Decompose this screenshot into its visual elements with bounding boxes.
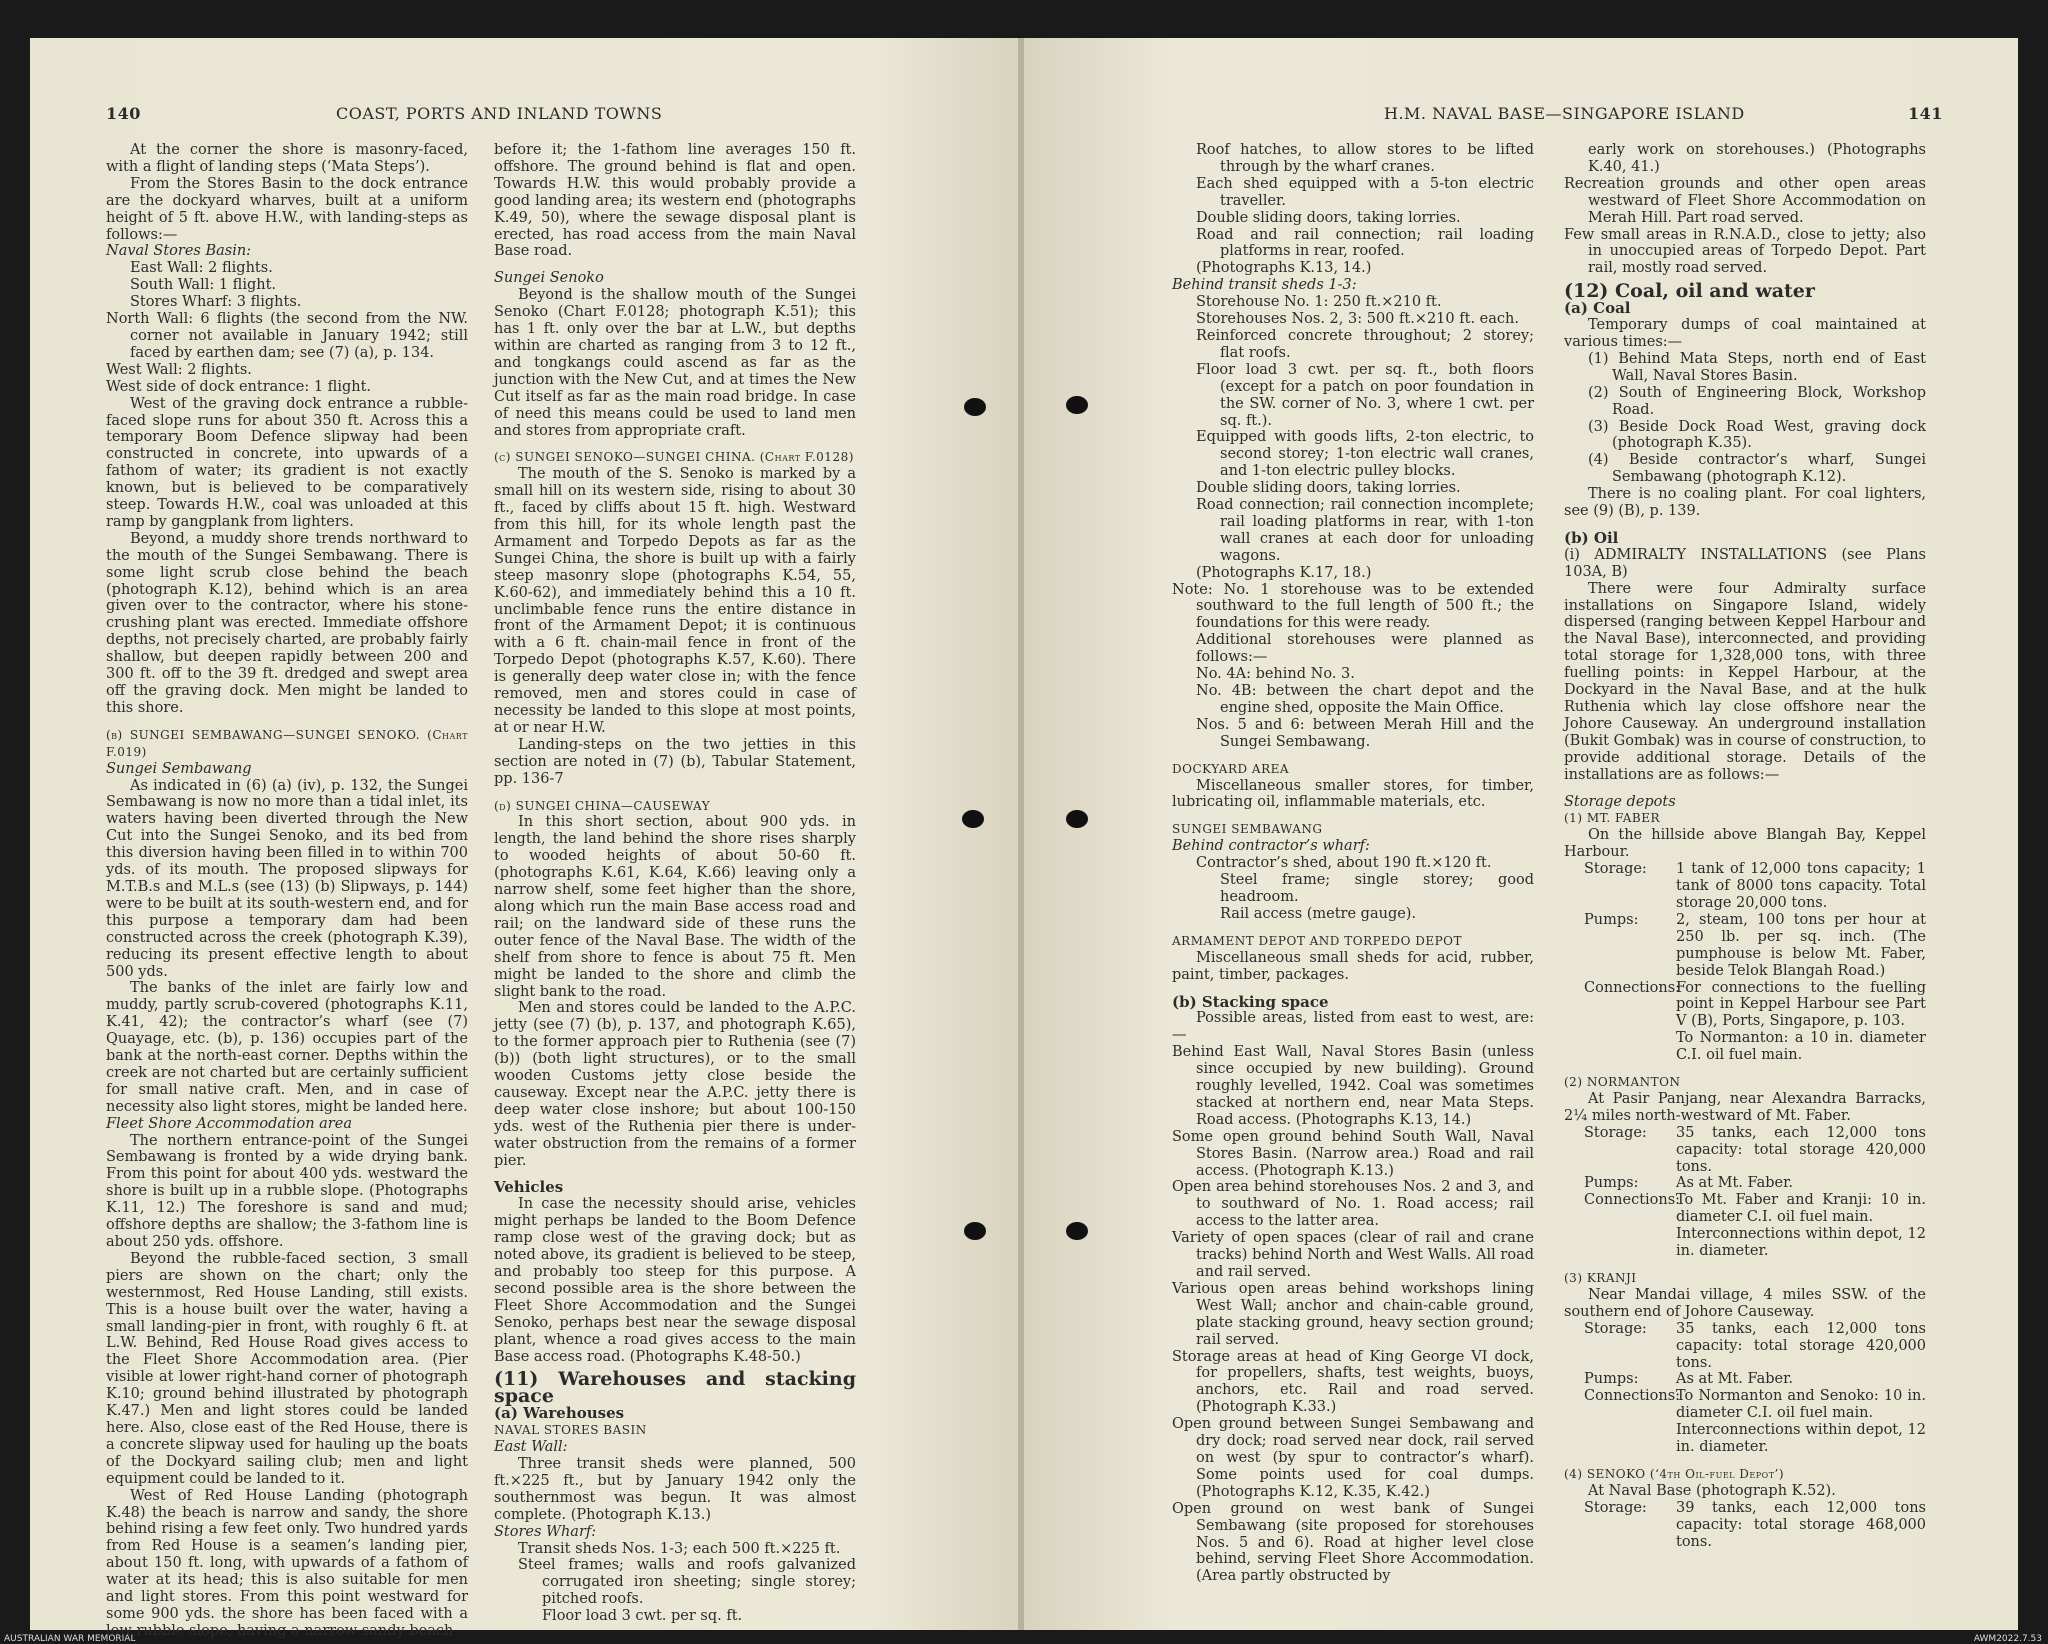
- list-item: Storage areas at head of King George VI dock, for propellers, shafts, test weights, buoys, anchors, etc. Rail and road served. (Photograph K.33.): [1172, 1348, 1534, 1416]
- list-item: Open area behind storehouses Nos. 2 and 3, and to southward of No. 1. Road access; rail access to the latter area.: [1172, 1179, 1534, 1230]
- binding-hole: [964, 398, 986, 416]
- row-value: 39 tanks, each 12,000 tons capacity: total storage 468,000 tons.: [1676, 1499, 1926, 1550]
- paragraph: On the hillside above Blangah Bay, Keppel Harbour.: [1564, 827, 1926, 861]
- paragraph: Possible areas, listed from east to west, are:—: [1172, 1010, 1534, 1044]
- list-item: Floor load 3 cwt. per sq. ft.: [542, 1608, 743, 1625]
- list-item: early work on storehouses.) (Photographs K.40, 41.): [1588, 142, 1926, 175]
- depot-row: [1564, 1321, 1926, 1372]
- list-item: Nos. 5 and 6: between Merah Hill and the Sungei Sembawang.: [1196, 716, 1534, 750]
- row-label: Connections:: [1584, 979, 1681, 996]
- row-label: Pumps:: [1584, 1175, 1639, 1192]
- right-page-number: 141: [1908, 104, 1943, 123]
- subheading: (b) Oil: [1564, 528, 1619, 547]
- list-item: (4) Beside contractor’s wharf, Sungei Sembawang (photograph K.12).: [1588, 452, 1926, 486]
- row-value: To Normanton and Senoko: 10 in. diameter C.I. oil fuel main.: [1676, 1388, 1926, 1422]
- row-label: Connections:: [1584, 1388, 1681, 1405]
- row-label: Pumps:: [1584, 1371, 1639, 1388]
- paragraph: From the Stores Basin to the dock entrance are the dockyard wharves, built at a uniform height of 5 ft. above H.W., with landing-steps as follows:—: [106, 175, 468, 243]
- book-spread: [30, 38, 2018, 1639]
- right-column-2: [1564, 142, 1926, 1551]
- list-item: (1) Behind Mata Steps, north end of East Wall, Naval Stores Basin.: [1588, 350, 1926, 384]
- subheading: Sungei Senoko: [494, 270, 604, 287]
- list-item: Steel frames; walls and roofs galvanized corrugated iron sheeting; single storey; pitched roofs.: [518, 1557, 856, 1608]
- depot-row: [1564, 1192, 1926, 1226]
- list-item: Open ground on west bank of Sungei Sembawang (site proposed for storehouses Nos. 5 and 6). Road at higher level close behind, serving Fleet Shore Accommodation. (Area partly obstructed by: [1172, 1500, 1534, 1585]
- right-running-head: H.M. NAVAL BASE—SINGAPORE ISLAND: [1384, 104, 1745, 123]
- section-title: (11) Warehouses and stacking space: [494, 1368, 856, 1408]
- subheading: Behind transit sheds 1-3:: [1172, 277, 1357, 294]
- row-label: Storage:: [1584, 1499, 1647, 1516]
- binding-hole: [1066, 396, 1088, 414]
- paragraph: Beyond is the shallow mouth of the Sungei Senoko (Chart F.0128; photograph K.51); this has 1 ft. only over the bar at L.W., but depths within are charted as ranging from 3 to 12 ft., and tongkangs could ascend as far as the junction with the New Cut, and at times the New Cut itself as far as the main road bridge. In case of need this means could be used to land men and stores from appropriate craft.: [494, 287, 856, 439]
- row-value: 35 tanks, each 12,000 tons capacity: total storage 420,000 tons.: [1676, 1320, 1926, 1371]
- depot-row: [1564, 1226, 1926, 1260]
- section-heading: (b) Stacking space: [1172, 992, 1329, 1011]
- depot-row: [1564, 980, 1926, 1031]
- list-item: (2) South of Engineering Block, Workshop Road.: [1588, 384, 1926, 418]
- list-item: West Wall: 2 flights.: [106, 361, 252, 378]
- list-item: Few small areas in R.N.A.D., close to jetty; also in unoccupied areas of Torpedo Depot. Part rail, mostly road served.: [1564, 226, 1926, 277]
- depot-row: [1564, 1371, 1926, 1388]
- section-title: (12) Coal, oil and water: [1564, 280, 1815, 303]
- depot-row: [1564, 912, 1926, 980]
- archive-credit: AUSTRALIAN WAR MEMORIAL: [4, 1634, 136, 1644]
- list-item: Recreation grounds and other open areas westward of Fleet Shore Accommodation on Merah Hill. Part road served.: [1564, 175, 1926, 226]
- paragraph: Landing-steps on the two jetties in this section are noted in (7) (b), Tabular Statement, pp. 136-7: [494, 736, 856, 787]
- list-item: Road connection; rail connection incomplete; rail loading platforms in rear, with 1-ton wall cranes at each door for unloading wagons.: [1196, 497, 1534, 564]
- paragraph: Near Mandai village, 4 miles SSW. of the southern end of Johore Causeway.: [1564, 1286, 1926, 1320]
- list-item: (3) Beside Dock Road West, graving dock (photograph K.35).: [1588, 418, 1926, 452]
- list-item: Behind East Wall, Naval Stores Basin (unless since occupied by new building). Ground roughly levelled, 1942. Coal was sometimes stacked at northern end, near Mata Steps. Road access. (Photographs K.13, 14.): [1172, 1044, 1534, 1128]
- list-item: Contractor’s shed, about 190 ft.×120 ft.: [1196, 855, 1492, 872]
- section-heading: ARMAMENT DEPOT AND TORPEDO DEPOT: [1172, 933, 1463, 948]
- paragraph: At Naval Base (photograph K.52).: [1588, 1482, 1836, 1499]
- binding-hole: [964, 1222, 986, 1240]
- list-item: Equipped with goods lifts, 2-ton electric, to second storey; 1-ton electric wall cranes, and 1-ton electric pulley blocks.: [1196, 429, 1534, 480]
- subheading: (a) Warehouses: [494, 1404, 625, 1423]
- row-value: To Mt. Faber and Kranji: 10 in. diameter C.I. oil fuel main.: [1676, 1192, 1926, 1226]
- row-value: Interconnections within depot, 12 in. diameter.: [1676, 1226, 1926, 1260]
- section-heading: Vehicles: [494, 1178, 564, 1197]
- list-item: Each shed equipped with a 5-ton electric traveller.: [1196, 175, 1534, 209]
- paragraph: At the corner the shore is masonry-faced, with a flight of landing steps (‘Mata Steps’).: [106, 142, 468, 175]
- binding-hole: [962, 810, 984, 828]
- subheading: Sungei Sembawang: [106, 760, 252, 777]
- list-item: South Wall: 1 flight.: [130, 277, 277, 294]
- row-value: 2, steam, 100 tons per hour at 250 lb. per sq. inch. (The pumphouse is below Mt. Faber, beside Telok Blangah Road.): [1676, 911, 1926, 979]
- list-item: East Wall: 2 flights.: [130, 260, 273, 277]
- note: Note: No. 1 storehouse was to be extended southward to the full length of 500 ft.; the foundations for this were ready.: [1172, 581, 1534, 632]
- paragraph: The banks of the inlet are fairly low and muddy, partly scrub-covered (photographs K.11, K.41, 42); the contractor’s wharf (see (7) Quayage, etc. (b), p. 136) occupies part of the bank at the north-east corner. Depths within the creek are not charted but are certainly sufficient for small native craft. Men, and in case of necessity also light stores, might be landed here.: [106, 980, 468, 1115]
- list-item: Various open areas behind workshops lining West Wall; anchor and chain-cable ground, plate stacking ground, heavy section ground; rail served.: [1172, 1280, 1534, 1348]
- paragraph: As indicated in (6) (a) (iv), p. 132, the Sungei Sembawang is now no more than a tidal inlet, its waters having been diverted through the New Cut into the Sungei Senoko, and its bed from this diversion having been filled in to within 700 yds. of its mouth. The proposed slipways for M.T.B.s and M.L.s (see (13) (b) Slipways, p. 144) were to be built at its south-western end, and for this purpose a temporary dam had been constructed across the creek (photograph K.39), reducing its present effective length to about 500 yds.: [106, 777, 468, 980]
- paragraph: Men and stores could be landed to the A.P.C. jetty (see (7) (b), p. 137, and photograph K.65), to the former approach pier to Ruthenia (see (7) (b)) (both light structures), or to the small wooden Customs jetty close beside the causeway. Except near the A.P.C. jetty there is deep water close inshore; but about 100-150 yds. west of the Ruthenia pier there is under-water obstruction from the remains of a former pier.: [494, 1000, 856, 1169]
- section-heading: SUNGEI SEMBAWANG: [1172, 822, 1323, 837]
- paragraph: There were four Admiralty surface installations on Singapore Island, widely dispersed (ranging between Keppel Harbour and the Naval Base), interconnected, and providing total storage for 1,328,000 tons, with three fuelling points: in Keppel Harbour, at the Dockyard in the Naval Base, and at the hulk Ruthenia which lay close offshore near the Johore Causeway. An underground installation (Bukit Gombak) was in course of construction, to provide additional storage. Details of the installations are as follows:—: [1564, 580, 1926, 783]
- binding-hole: [1066, 810, 1088, 828]
- subheading: Naval Stores Basin:: [106, 243, 252, 260]
- list-item: Additional storehouses were planned as follows:—: [1196, 632, 1534, 666]
- paragraph: The northern entrance-point of the Sungei Sembawang is fronted by a wide drying bank. From this point for about 400 yds. westward the shore is built up in a rubble slope. (Photographs K.11, 12.) The foreshore is sand and mud; offshore depths are shallow; the 3-fathom line is about 250 yds. offshore.: [106, 1132, 468, 1250]
- section-heading: (b) SUNGEI SEMBAWANG—SUNGEI SENOKO. (Chart F.019): [106, 727, 468, 759]
- paragraph: Temporary dumps of coal maintained at various times:—: [1564, 317, 1926, 350]
- subheading: Storage depots: [1564, 793, 1676, 810]
- list-item: North Wall: 6 flights (the second from the NW. corner not available in January 1942; still faced by earthen dam; see (7) (a), p. 134.: [106, 311, 468, 361]
- row-label: Storage:: [1584, 861, 1647, 878]
- list-item: Transit sheds Nos. 1-3; each 500 ft.×225 ft.: [518, 1540, 841, 1557]
- list-item: Floor load 3 cwt. per sq. ft., both floors (except for a patch on poor foundation in the SW. corner of No. 3, where 1 cwt. per sq. ft.).: [1196, 361, 1534, 429]
- list-item: Reinforced concrete throughout; 2 storey; flat roofs.: [1196, 327, 1534, 361]
- depot-row: [1564, 1030, 1926, 1064]
- subheading: East Wall:: [494, 1439, 568, 1456]
- paragraph: The mouth of the S. Senoko is marked by a small hill on its western side, rising to about 30 ft., faced by cliffs about 15 ft. high. Westward from this hill, for its whole length past the Armament and Torpedo Depots as far as the Sungei China, the shore is built up with a fairly steep masonry slope (photographs K.54, 55, K.60-62), and immediately behind this a 10 ft. unclimbable fence runs the entire distance in front of the Armament Depot; it is continuous with a 6 ft. chain-mail fence in front of the Torpedo Depot (photographs K.57, K.60). There is generally deep water close in; with the fence removed, men and stores could in case of necessity be landed to this slope at most points, at or near H.W.: [494, 466, 856, 736]
- depot-row: [1564, 1422, 1926, 1456]
- list-item: Stores Wharf: 3 flights.: [130, 294, 302, 311]
- row-label: Storage:: [1584, 1320, 1647, 1337]
- paragraph: Miscellaneous smaller stores, for timber, lubricating oil, inflammable materials, etc.: [1172, 777, 1534, 811]
- row-value: As at Mt. Faber.: [1676, 1175, 1794, 1192]
- subheading: Stores Wharf:: [494, 1523, 597, 1540]
- list-item: Storehouses Nos. 2, 3: 500 ft.×210 ft. each.: [1196, 311, 1519, 328]
- depot-row: [1564, 1500, 1926, 1551]
- list-item: Storehouse No. 1: 250 ft.×210 ft.: [1196, 294, 1442, 311]
- paragraph: West of the graving dock entrance a rubble-faced slope runs for about 350 ft. Across this a temporary Boom Defence slipway had been constructed in concrete, into upwards of a fathom of water; its gradient is not exactly known, but is believed to be comparatively steep. Towards H.W., coal was unloaded at this ramp by gangplank from lighters.: [106, 395, 468, 530]
- list-item: (Photographs K.17, 18.): [1196, 564, 1372, 581]
- list-item: Road and rail connection; rail loading platforms in rear, roofed.: [1196, 226, 1534, 260]
- binding-hole: [1066, 1222, 1088, 1240]
- row-value: 1 tank of 12,000 tons capacity; 1 tank of 8000 tons capacity. Total storage 20,000 tons.: [1676, 861, 1926, 911]
- subheading: Behind contractor’s wharf:: [1172, 838, 1370, 855]
- depot-heading: (2) NORMANTON: [1564, 1075, 1681, 1090]
- list-item: Double sliding doors, taking lorries.: [1196, 480, 1461, 497]
- row-value: 35 tanks, each 12,000 tons capacity: total storage 420,000 tons.: [1676, 1124, 1926, 1175]
- depot-row: [1564, 1388, 1926, 1422]
- list-item: Steel frame; single storey; good headroom.: [1220, 872, 1534, 905]
- list-item: West side of dock entrance: 1 flight.: [106, 378, 372, 395]
- row-value: As at Mt. Faber.: [1676, 1371, 1794, 1388]
- list-item: No. 4B: between the chart depot and the engine shed, opposite the Main Office.: [1196, 683, 1534, 716]
- row-value: To Normanton: a 10 in. diameter C.I. oil fuel main.: [1676, 1030, 1926, 1064]
- paragraph: Beyond the rubble-faced section, 3 small piers are shown on the chart; only the westernmost, Red House Landing, still exists. This is a house built over the water, having a small landing-pier in front, with roughly 6 ft. at L.W. Behind, Red House Road gives access to the Fleet Shore Accommodation area. (Pier visible at lower right-hand corner of photograph K.10; ground behind illustrated by photograph K.47.) Men and light stores could be landed here. Also, close east of the Red House, there is a concrete slipway used for hauling up the boats of the Dockyard sailing club; men and light equipment could be landed to it.: [106, 1250, 468, 1487]
- left-page-number: 140: [106, 104, 141, 123]
- list-item: Variety of open spaces (clear of rail and crane tracks) behind North and West Walls. All road and rail served.: [1172, 1230, 1534, 1280]
- depot-heading: (1) MT. FABER: [1564, 811, 1661, 826]
- subheading: (a) Coal: [1564, 299, 1631, 318]
- row-value: Interconnections within depot, 12 in. diameter.: [1676, 1422, 1926, 1456]
- depot-heading: (4) SENOKO (‘4th Oil-fuel Depot’): [1564, 1466, 1785, 1481]
- depot-row: [1564, 861, 1926, 912]
- subheading: Fleet Shore Accommodation area: [106, 1115, 352, 1132]
- paragraph: At Pasir Panjang, near Alexandra Barracks, 2¼ miles north-westward of Mt. Faber.: [1564, 1090, 1926, 1124]
- paragraph: Three transit sheds were planned, 500 ft.×225 ft., but by January 1942 only the southernmost was begun. It was almost complete. (Photograph K.13.): [494, 1455, 856, 1523]
- left-column-2: [494, 142, 856, 1625]
- left-running-head: COAST, PORTS AND INLAND TOWNS: [336, 104, 663, 123]
- subheading: (i) ADMIRALTY INSTALLATIONS (see Plans 103A, B): [1564, 546, 1926, 580]
- right-column-1: [1172, 142, 1534, 1585]
- paragraph: Miscellaneous small sheds for acid, rubber, paint, timber, packages.: [1172, 949, 1534, 983]
- depot-row: [1564, 1125, 1926, 1176]
- left-column-1: [106, 142, 468, 1640]
- list-item: Roof hatches, to allow stores to be lifted through by the wharf cranes.: [1196, 142, 1534, 175]
- row-value: For connections to the fuelling point in Keppel Harbour see Part V (B), Ports, Singapore, p. 103.: [1676, 979, 1926, 1030]
- paragraph: before it; the 1-fathom line averages 150 ft. offshore. The ground behind is flat and open. Towards H.W. this would probably provide a good landing area; its western end (photographs K.49, 50), where the sewage disposal plant is erected, has road access from the main Naval Base road.: [494, 142, 856, 260]
- list-item: Double sliding doors, taking lorries.: [1196, 209, 1461, 226]
- row-label: Pumps:: [1584, 911, 1639, 928]
- paragraph: In case the necessity should arise, vehicles might perhaps be landed to the Boom Defence ramp close west of the graving dock; but as noted above, its gradient is believed to be steep, and probably too steep for this purpose. A second possible area is the shore between the Fleet Shore Accommodation and the Sungei Senoko, perhaps best near the sewage disposal plant, whence a road gives access to the main Base access road. (Photographs K.48-50.): [494, 1196, 856, 1365]
- section-heading: (d) SUNGEI CHINA—CAUSEWAY: [494, 798, 711, 813]
- row-label: Storage:: [1584, 1124, 1647, 1141]
- depot-heading: (3) KRANJI: [1564, 1271, 1637, 1285]
- subheading: NAVAL STORES BASIN: [494, 1423, 647, 1438]
- list-item: Some open ground behind South Wall, Naval Stores Basin. (Narrow area.) Road and rail access. (Photograph K.13.): [1172, 1128, 1534, 1179]
- list-item: No. 4A: behind No. 3.: [1196, 666, 1355, 683]
- section-heading: (c) SUNGEI SENOKO—SUNGEI CHINA. (Chart F.0128): [494, 450, 854, 465]
- archive-id: AWM2022.7.53: [1973, 1634, 2042, 1644]
- depot-row: [1564, 1175, 1926, 1192]
- list-item: (Photographs K.13, 14.): [1196, 260, 1372, 277]
- paragraph: In this short section, about 900 yds. in length, the land behind the shore rises sharply to wooded heights of about 50-60 ft. (photographs K.61, K.64, K.66) leaving only a narrow shelf, some feet higher than the shore, along which run the main Base access road and rail; on the landward side of these runs the outer fence of the Naval Base. The width of the shelf from shore to fence is about 75 ft. Men might be landed to the shore and climb the slight bank to the road.: [494, 814, 856, 1000]
- row-label: Connections:: [1584, 1192, 1681, 1209]
- paragraph: There is no coaling plant. For coal lighters, see (9) (B), p. 139.: [1564, 486, 1926, 520]
- section-heading: DOCKYARD AREA: [1172, 761, 1290, 776]
- paragraph: West of Red House Landing (photograph K.48) the beach is narrow and sandy, the shore behind rising a few feet only. Two hundred yards from Red House is a seamen’s landing pier, about 150 ft. long, with upwards of a fathom of water at its head; this is also suitable for men and light stores. From this point westward for some 900 yds. the shore has been faced with a low rubble slope, having a narrow sandy beach: [106, 1487, 468, 1639]
- paragraph: Beyond, a muddy shore trends northward to the mouth of the Sungei Sembawang. There is some light scrub close behind the beach (photograph K.12), behind which is an area given over to the contractor, where his stone-crushing plant was erected. Immediate offshore depths, not precisely charted, are probably fairly shallow, but deepen rapidly between 200 and 300 ft. off to the 39 ft. dredged and swept area off the graving dock. Men might be landed to this shore.: [106, 530, 468, 716]
- list-item: Open ground between Sungei Sembawang and dry dock; road served near dock, rail served on west (by spur to contractor’s wharf). Some points used for coal dumps. (Photographs K.12, K.35, K.42.): [1172, 1416, 1534, 1500]
- list-item: Rail access (metre gauge).: [1220, 905, 1417, 922]
